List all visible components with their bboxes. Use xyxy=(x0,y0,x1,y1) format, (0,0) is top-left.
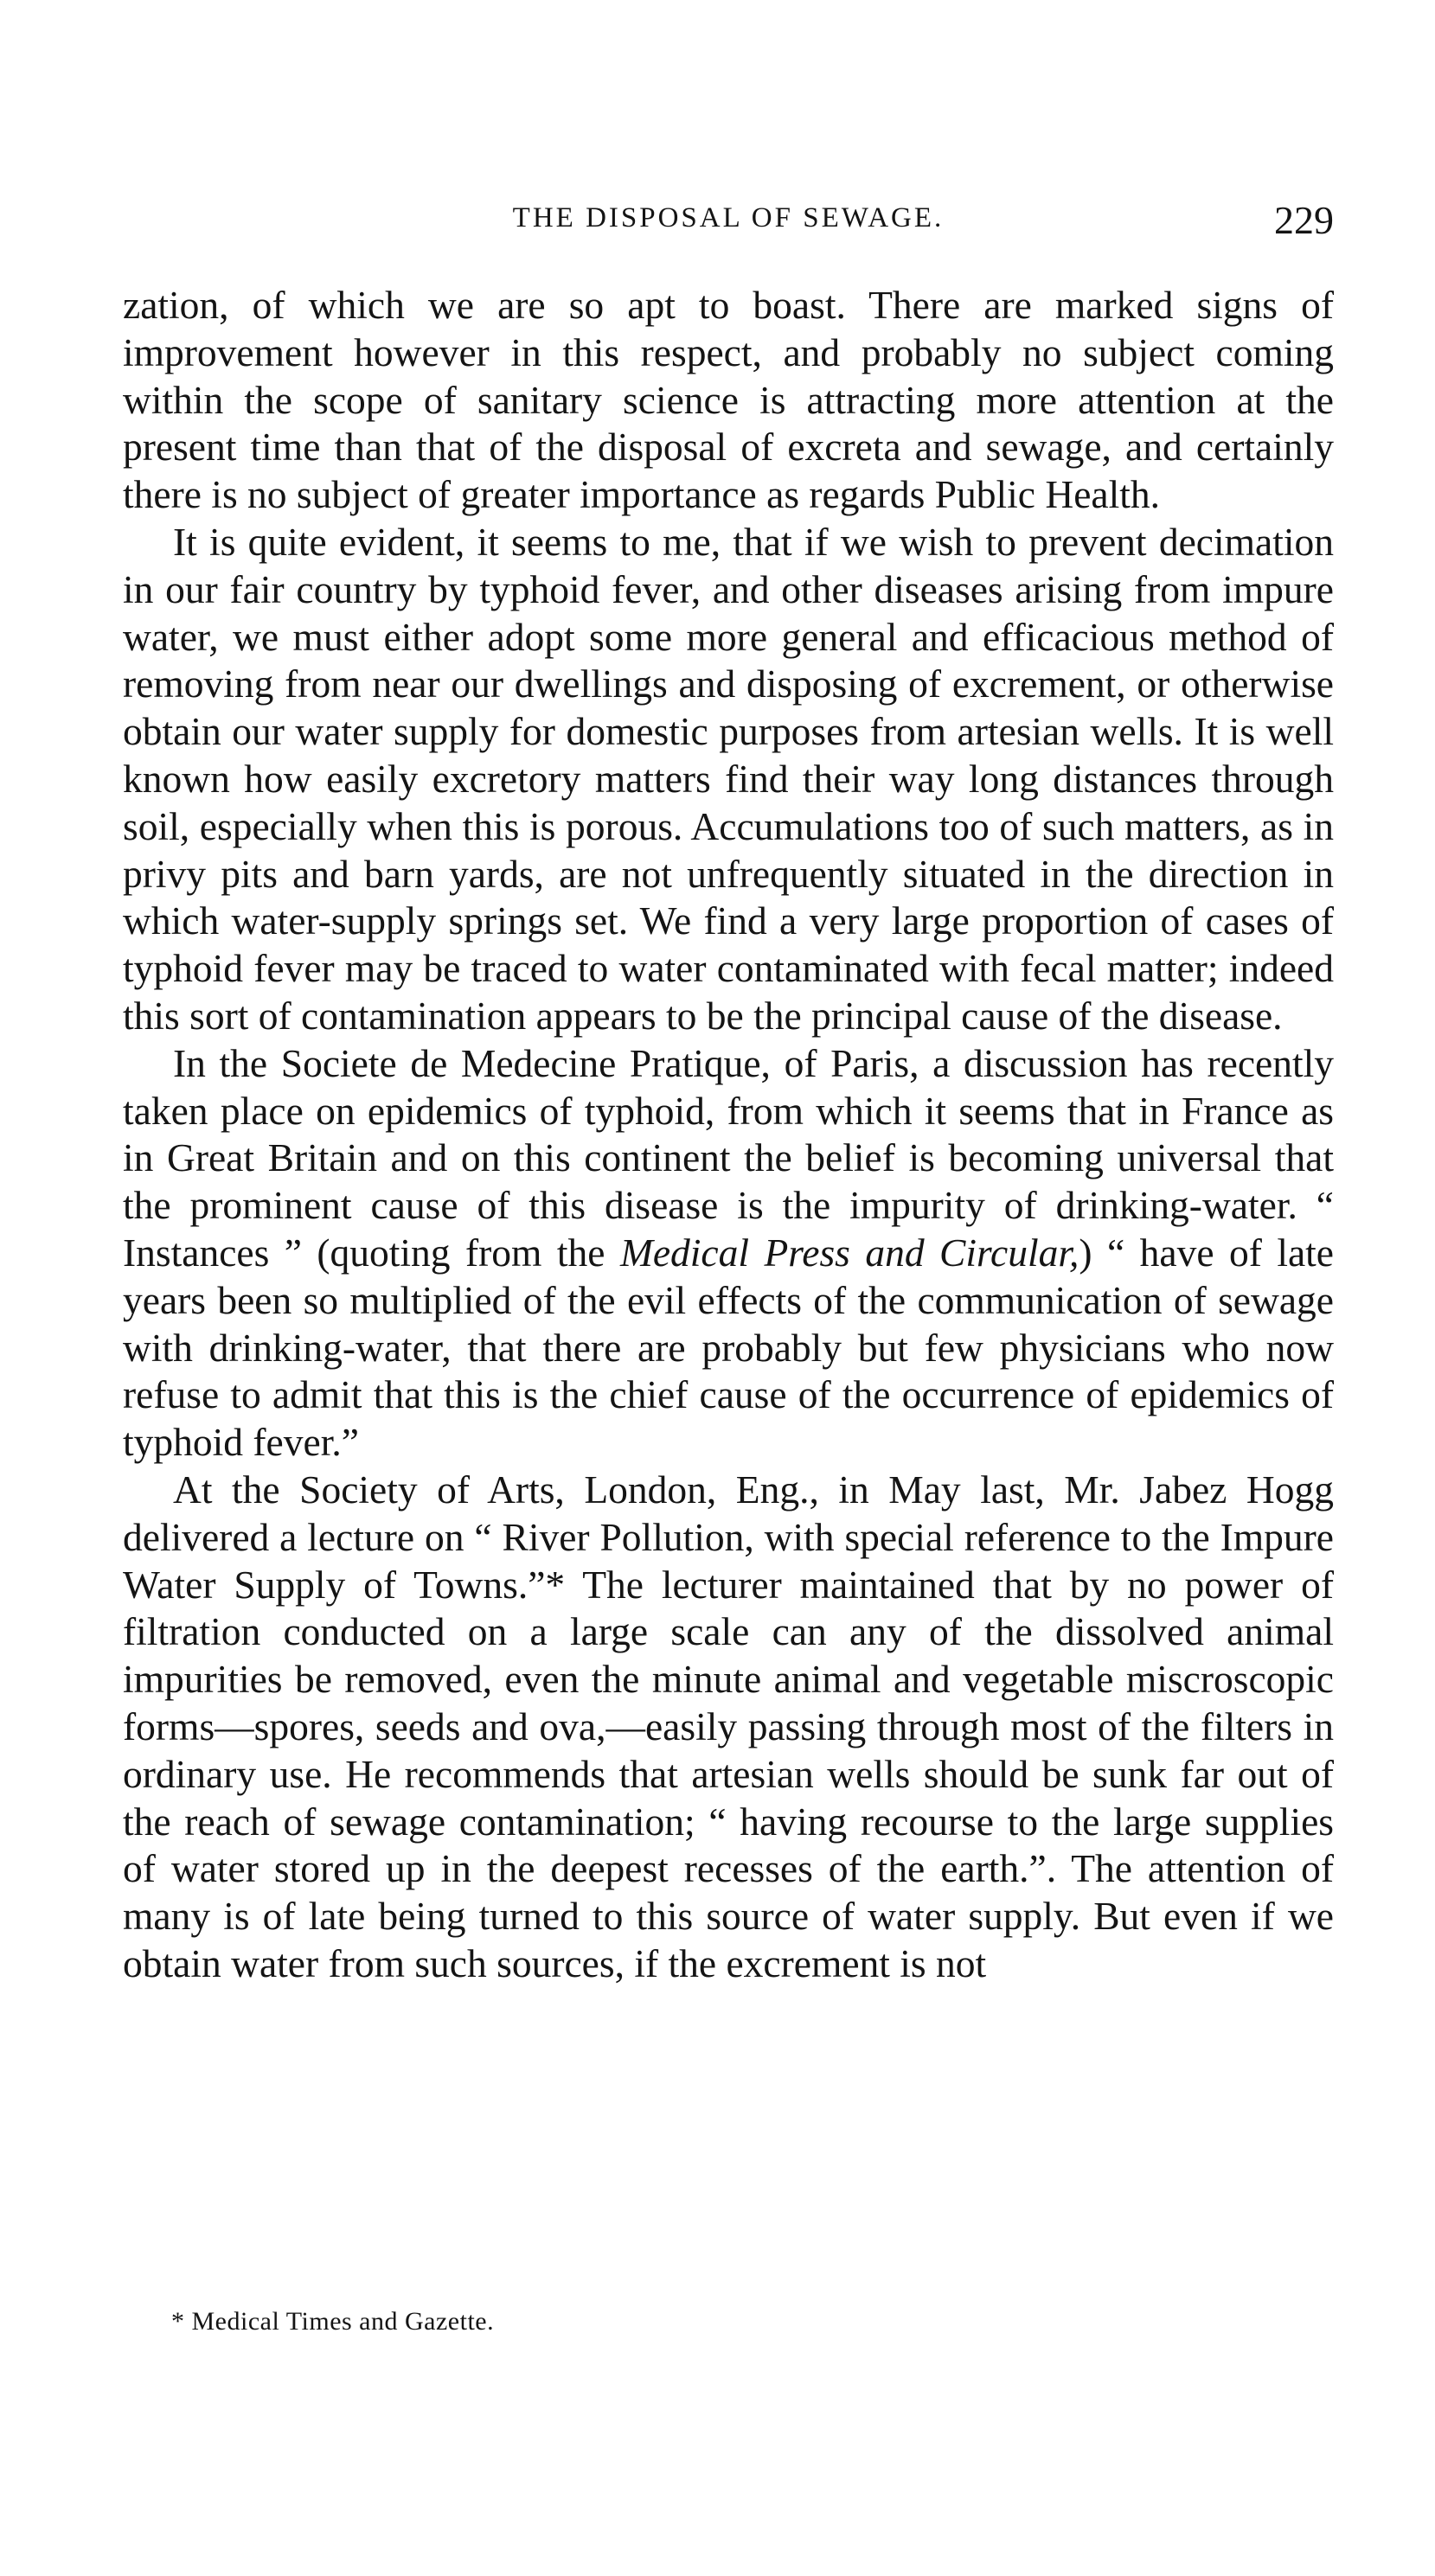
paragraph-typhoid-water: It is quite evident, it seems to me, that if we wish to prevent decimation in our fair country by typhoid fever, and other diseases arising from impure water, we must either adopt some more general and efficacious method of removing from near our dwellings and disposing of excrement, or otherwise obtain our water supply for domestic purposes from artesian wells. It is well known how easily excretory matters find their way long distances through soil, especially when this is porous. Accumulations too of such matters, as in privy pits and barn yards, are not unfrequently situated in the direction in which water-supply springs set. We find a very large proportion of cases of typhoid fever may be traced to water contaminated with fecal matter; indeed this sort of contamination appears to be the principal cause of the disease. xyxy=(123,519,1334,1038)
body-text xyxy=(123,282,1334,1988)
book-page xyxy=(123,0,1334,2576)
journal-title-italic: Medical Press and Circular, xyxy=(619,1230,1079,1275)
running-title: THE DISPOSAL OF SEWAGE. xyxy=(512,202,945,233)
page-number: 229 xyxy=(1274,198,1334,242)
paragraph-continued: zation, of which we are so apt to boast. There are marked signs of improvement however in this respect, and probably no subject coming within the scope of sanitary science is attracting more attention at the present time than that of the disposal of excreta and sewage, and certainly there is no subject of greater importance as regards Public Health. xyxy=(123,283,1334,517)
paragraph-society-of-arts: At the Society of Arts, London, Eng., in May last, Mr. Jabez Hogg delivered a lecture on “ River Pollution, with special reference to the Impure Water Supply of Towns.”* The lecturer maintained that by no power of filtration conducted on a large scale can any of the dissolved animal impurities be removed, even the minute animal and vegetable miscroscopic forms—spores, seeds and ova,—easily passing through most of the filters in ordinary use. He recommends that artesian wells should be sunk far out of the reach of sewage contamination; “ having recourse to the large supplies of water stored up in the deepest recesses of the earth.”. The attention of many is of late being turned to this source of water supply. But even if we obtain water from such sources, if the excrement is not xyxy=(123,1467,1334,1985)
footnote xyxy=(171,2307,494,2336)
footnote-text: Medical Times and Gazette. xyxy=(191,2307,495,2336)
paragraph-text-part: In the Societe de Medecine Pratique, of Paris, a discussion has recently taken place on epidemics of typhoid, from which it seems that in France as in Great Britain and on this continent the belief is becoming universal that the prominent cause of this disease is the impurity of drinking-water. “ Instances ” (quoting from the xyxy=(123,1040,1334,1275)
paragraph-societe-medecine xyxy=(123,1040,1334,1467)
paragraph-text-part: ) “ have of late years been so multiplied of the evil effects of the communication of sewage with drinking-water, that there are probably but few physicians who now refuse to admit that this is the chief cause of the occurrence of epidemics of typhoid fever.” xyxy=(123,1230,1334,1465)
footnote-marker: * xyxy=(171,2307,185,2336)
running-head xyxy=(123,197,1334,249)
